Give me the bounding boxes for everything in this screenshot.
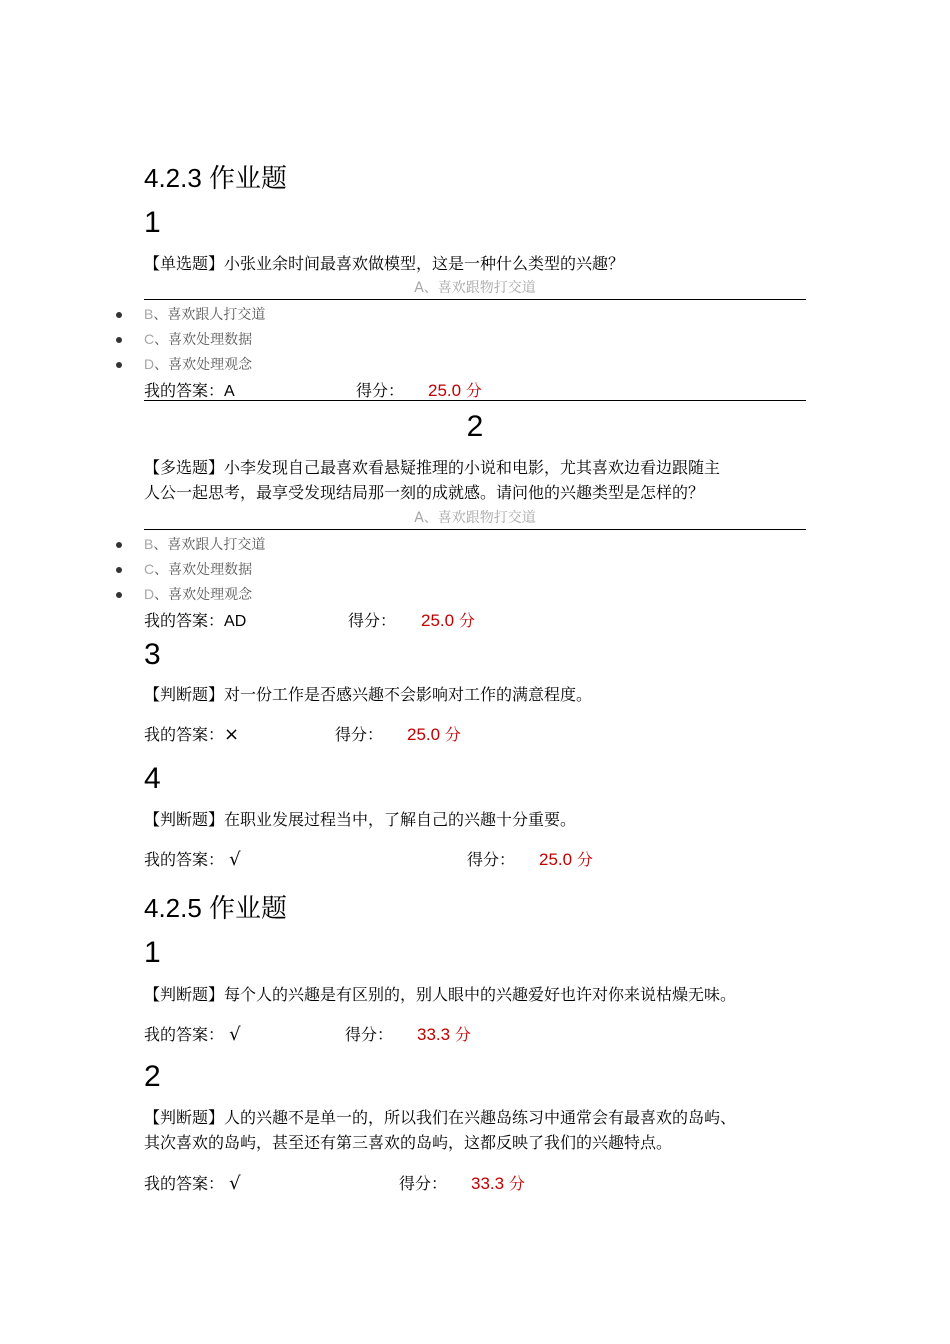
question-text: 【判断题】对一份工作是否感兴趣不会影响对工作的满意程度。: [144, 685, 593, 704]
bullet-icon: [116, 567, 122, 573]
my-answer: 我的答案：AD: [144, 611, 247, 630]
option-b: B、喜欢跟人打交道: [144, 306, 266, 323]
my-answer: 我的答案： √: [144, 849, 241, 870]
score-label: 得分：: [467, 850, 516, 869]
score-label: 得分：: [399, 1174, 448, 1193]
check-mark-icon: √: [229, 849, 241, 870]
question-number: 2: [466, 410, 484, 443]
question-number: 1: [144, 206, 161, 239]
option-d: D、喜欢处理观念: [144, 586, 253, 603]
score-label: 得分：: [335, 725, 384, 744]
score-value: 25.0 分: [421, 611, 475, 630]
score-label: 得分：: [345, 1025, 394, 1044]
question-number: 2: [144, 1060, 161, 1093]
score-value: 33.3 分: [471, 1174, 525, 1193]
my-answer: 我的答案： √: [144, 1173, 241, 1194]
option-d: D、喜欢处理观念: [144, 356, 253, 373]
bullet-icon: [116, 337, 122, 343]
cross-mark-icon: ×: [224, 724, 240, 745]
my-answer: 我的答案：A: [144, 381, 235, 400]
bullet-icon: [116, 312, 122, 318]
option-c: C、喜欢处理数据: [144, 561, 253, 578]
section-title: 4.2.5 作业题: [144, 893, 288, 923]
question-text-line-1: 【判断题】人的兴趣不是单一的，所以我们在兴趣岛练习中通常会有最喜欢的岛屿、: [144, 1108, 737, 1127]
score-label: 得分：: [348, 611, 397, 630]
question-text-line-1: 【多选题】小李发现自己最喜欢看悬疑推理的小说和电影，尤其喜欢边看边跟随主: [144, 458, 721, 477]
section-title: 4.2.3 作业题: [144, 163, 288, 193]
my-answer: 我的答案： √: [144, 1024, 241, 1045]
bullet-icon: [116, 542, 122, 548]
check-mark-icon: √: [229, 1173, 241, 1194]
question-text-line-2: 其次喜欢的岛屿，甚至还有第三喜欢的岛屿，这都反映了我们的兴趣特点。: [144, 1133, 673, 1152]
question-text: 【单选题】小张业余时间最喜欢做模型，这是一种什么类型的兴趣？: [144, 254, 625, 273]
divider: [144, 400, 806, 401]
question-number: 1: [144, 936, 161, 969]
score-value: 25.0 分: [428, 381, 482, 400]
check-mark-icon: √: [229, 1024, 241, 1045]
question-text: 【判断题】在职业发展过程当中，了解自己的兴趣十分重要。: [144, 810, 577, 829]
option-c: C、喜欢处理数据: [144, 331, 253, 348]
option-a: A、喜欢跟物打交道: [414, 280, 536, 296]
question-text-line-2: 人公一起思考，最享受发现结局那一刻的成就感。请问他的兴趣类型是怎样的？: [144, 483, 705, 502]
question-number: 3: [144, 638, 161, 671]
bullet-icon: [116, 362, 122, 368]
option-b: B、喜欢跟人打交道: [144, 536, 266, 553]
question-text: 【判断题】每个人的兴趣是有区别的，别人眼中的兴趣爱好也许对你来说枯燥无味。: [144, 985, 737, 1004]
score-value: 33.3 分: [417, 1025, 471, 1044]
divider: [144, 529, 806, 530]
score-value: 25.0 分: [407, 725, 461, 744]
bullet-icon: [116, 592, 122, 598]
score-value: 25.0 分: [539, 850, 593, 869]
divider: [144, 299, 806, 300]
my-answer: 我的答案：×: [144, 724, 240, 745]
option-a: A、喜欢跟物打交道: [414, 510, 536, 526]
question-number: 4: [144, 762, 161, 795]
score-label: 得分：: [356, 381, 405, 400]
